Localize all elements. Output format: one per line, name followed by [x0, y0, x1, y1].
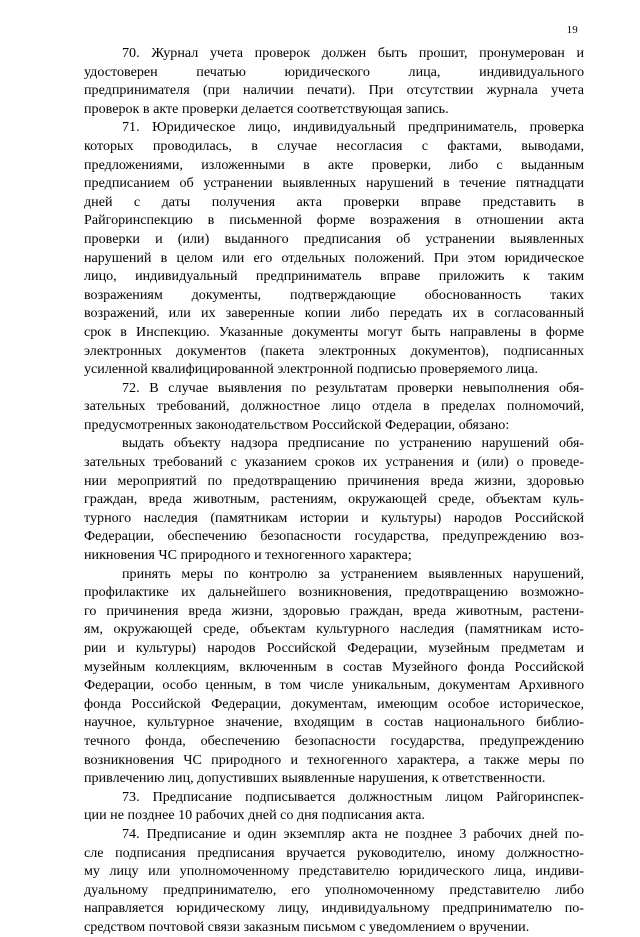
text-line: му лицу или уполномоченному представителю юридического лица, индиви-: [84, 863, 584, 880]
text-line: Федерации, обеспечению безопасности государства, предупреждению воз-: [84, 528, 584, 545]
text-line: предписанием об устранении выявленных нарушений в течение пятнадцати: [84, 175, 584, 192]
text-line: 73. Предписание подписывается должностным лицом Райгоринспек-: [122, 788, 584, 805]
text-line: лицо, индивидуальный предприниматель вправе приложить к таким: [84, 268, 584, 285]
text-line: дуальному предпринимателю, его уполномоченному представителю либо: [84, 881, 584, 898]
text-line: научное, культурное значение, входящим в состав национального библио-: [84, 714, 584, 731]
document-body: [84, 44, 584, 937]
page-number: 19: [566, 24, 578, 36]
text-line: течного фонда, обеспечению безопасности государства, предупреждению: [84, 732, 584, 749]
text-line: принять меры по контролю за устранением выявленных нарушений,: [122, 565, 584, 582]
text-line: 70. Журнал учета проверок должен быть прошит, пронумерован и: [122, 45, 584, 61]
text-line: турного наследия (памятникам истории и культуры) народов Российской: [84, 509, 584, 526]
text-line: предложениями, изложенными в акте проверки, либо с выданным: [84, 156, 584, 173]
text-line: 71. Юридическое лицо, индивидуальный предприниматель, проверка: [122, 119, 584, 136]
text-line: возражений, или их заверенные копии либо передать их в согласованный: [84, 305, 584, 322]
text-line: сле подписания предписания вручается руководителю, иному должностно-: [84, 844, 584, 861]
paragraph-p72b: [84, 565, 584, 788]
text-line: удостоверен печатью юридического лица, индивидуального: [84, 63, 584, 80]
text-line: усиленной квалифицированной электронной подписью проверяемого лица.: [84, 361, 539, 378]
paragraph-p74: [84, 825, 584, 937]
text-line: рии и культуры) народов Российской Федерации, музейным предметам и: [84, 640, 584, 656]
text-line: выдать объекту надзора предписание по устранению нарушений обя-: [122, 435, 584, 452]
text-line: профилактике их дальнейшего возникновения, предотвращению возможно-: [84, 584, 584, 601]
paragraph-p72: [84, 379, 584, 435]
text-line: ям, окружающей среде, объектам культурного наследия (памятникам исто-: [84, 621, 584, 638]
text-line: граждан, вреда животным, растениям, окружающей среде, объектам куль-: [84, 491, 584, 508]
text-line: направляется юридическому лицу, индивидуальному предпринимателю по-: [84, 900, 584, 917]
paragraph-p72a: [84, 434, 584, 564]
text-line: музейным коллекциям, включенным в состав Музейного фонда Российской: [84, 658, 584, 675]
text-line: дней с даты получения акта проверки вправе представить в: [84, 193, 584, 210]
text-line: которых проводилась, в случае несогласия с фактами, выводами,: [84, 137, 584, 154]
text-line: предпринимателя (при наличии печати). При отсутствии журнала учета: [84, 82, 584, 99]
text-line: возражениям документы, подтверждающие обоснованность таких: [84, 286, 584, 303]
text-line: фонда Российской Федерации, документам, имеющим особое историческое,: [84, 695, 584, 712]
text-line: Райгоринспекцию в письменной форме возражения в отношении акта: [84, 212, 584, 229]
text-line: зательных требований, должностное лицо отдела в пределах полномочий,: [84, 398, 584, 415]
text-line: нарушений в целом или его отдельных положений. При этом юридическое: [84, 249, 584, 266]
text-line: проверки и (или) выданного предписания об устранении выявленных: [84, 230, 584, 247]
text-line: срок в Инспекцию. Указанные документы могут быть направлены в форме: [84, 323, 584, 340]
text-line: зательных требований с указанием сроков их устранения и (или) о проведе-: [84, 454, 584, 471]
text-line: проверок в акте проверки делается соответствующая запись.: [84, 100, 449, 117]
text-line: нии мероприятий по предотвращению причинения вреда жизни, здоровью: [84, 472, 584, 489]
text-line: Федерации, особо ценным, в том числе уникальным, документам Архивного: [84, 677, 584, 694]
text-line: никновения ЧС природного и техногенного характера;: [84, 547, 412, 564]
text-line: электронных документов (пакета электронных документов), подписанных: [84, 342, 584, 359]
text-line: го причинения вреда жизни, здоровью граждан, вреда животным, растени-: [84, 602, 584, 619]
text-line: средством почтовой связи заказным письмом с уведомлением о вручении.: [84, 918, 530, 935]
paragraph-p71: [84, 118, 584, 378]
text-line: 72. В случае выявления по результатам проверки невыполнения обя-: [122, 379, 584, 396]
paragraph-p70: [84, 44, 584, 118]
text-line: привлечению лиц, допустивших выявленные нарушения, к ответственности.: [84, 770, 546, 787]
text-line: предусмотренных законодательством Российской Федерации, обязано:: [84, 416, 510, 433]
text-line: ции не позднее 10 рабочих дней со дня подписания акта.: [84, 807, 425, 824]
paragraph-p73: [84, 788, 584, 825]
text-line: возникновения ЧС природного и техногенного характера, а также меры по: [84, 751, 584, 768]
text-line: 74. Предписание и один экземпляр акта не позднее 3 рабочих дней по-: [122, 825, 584, 842]
